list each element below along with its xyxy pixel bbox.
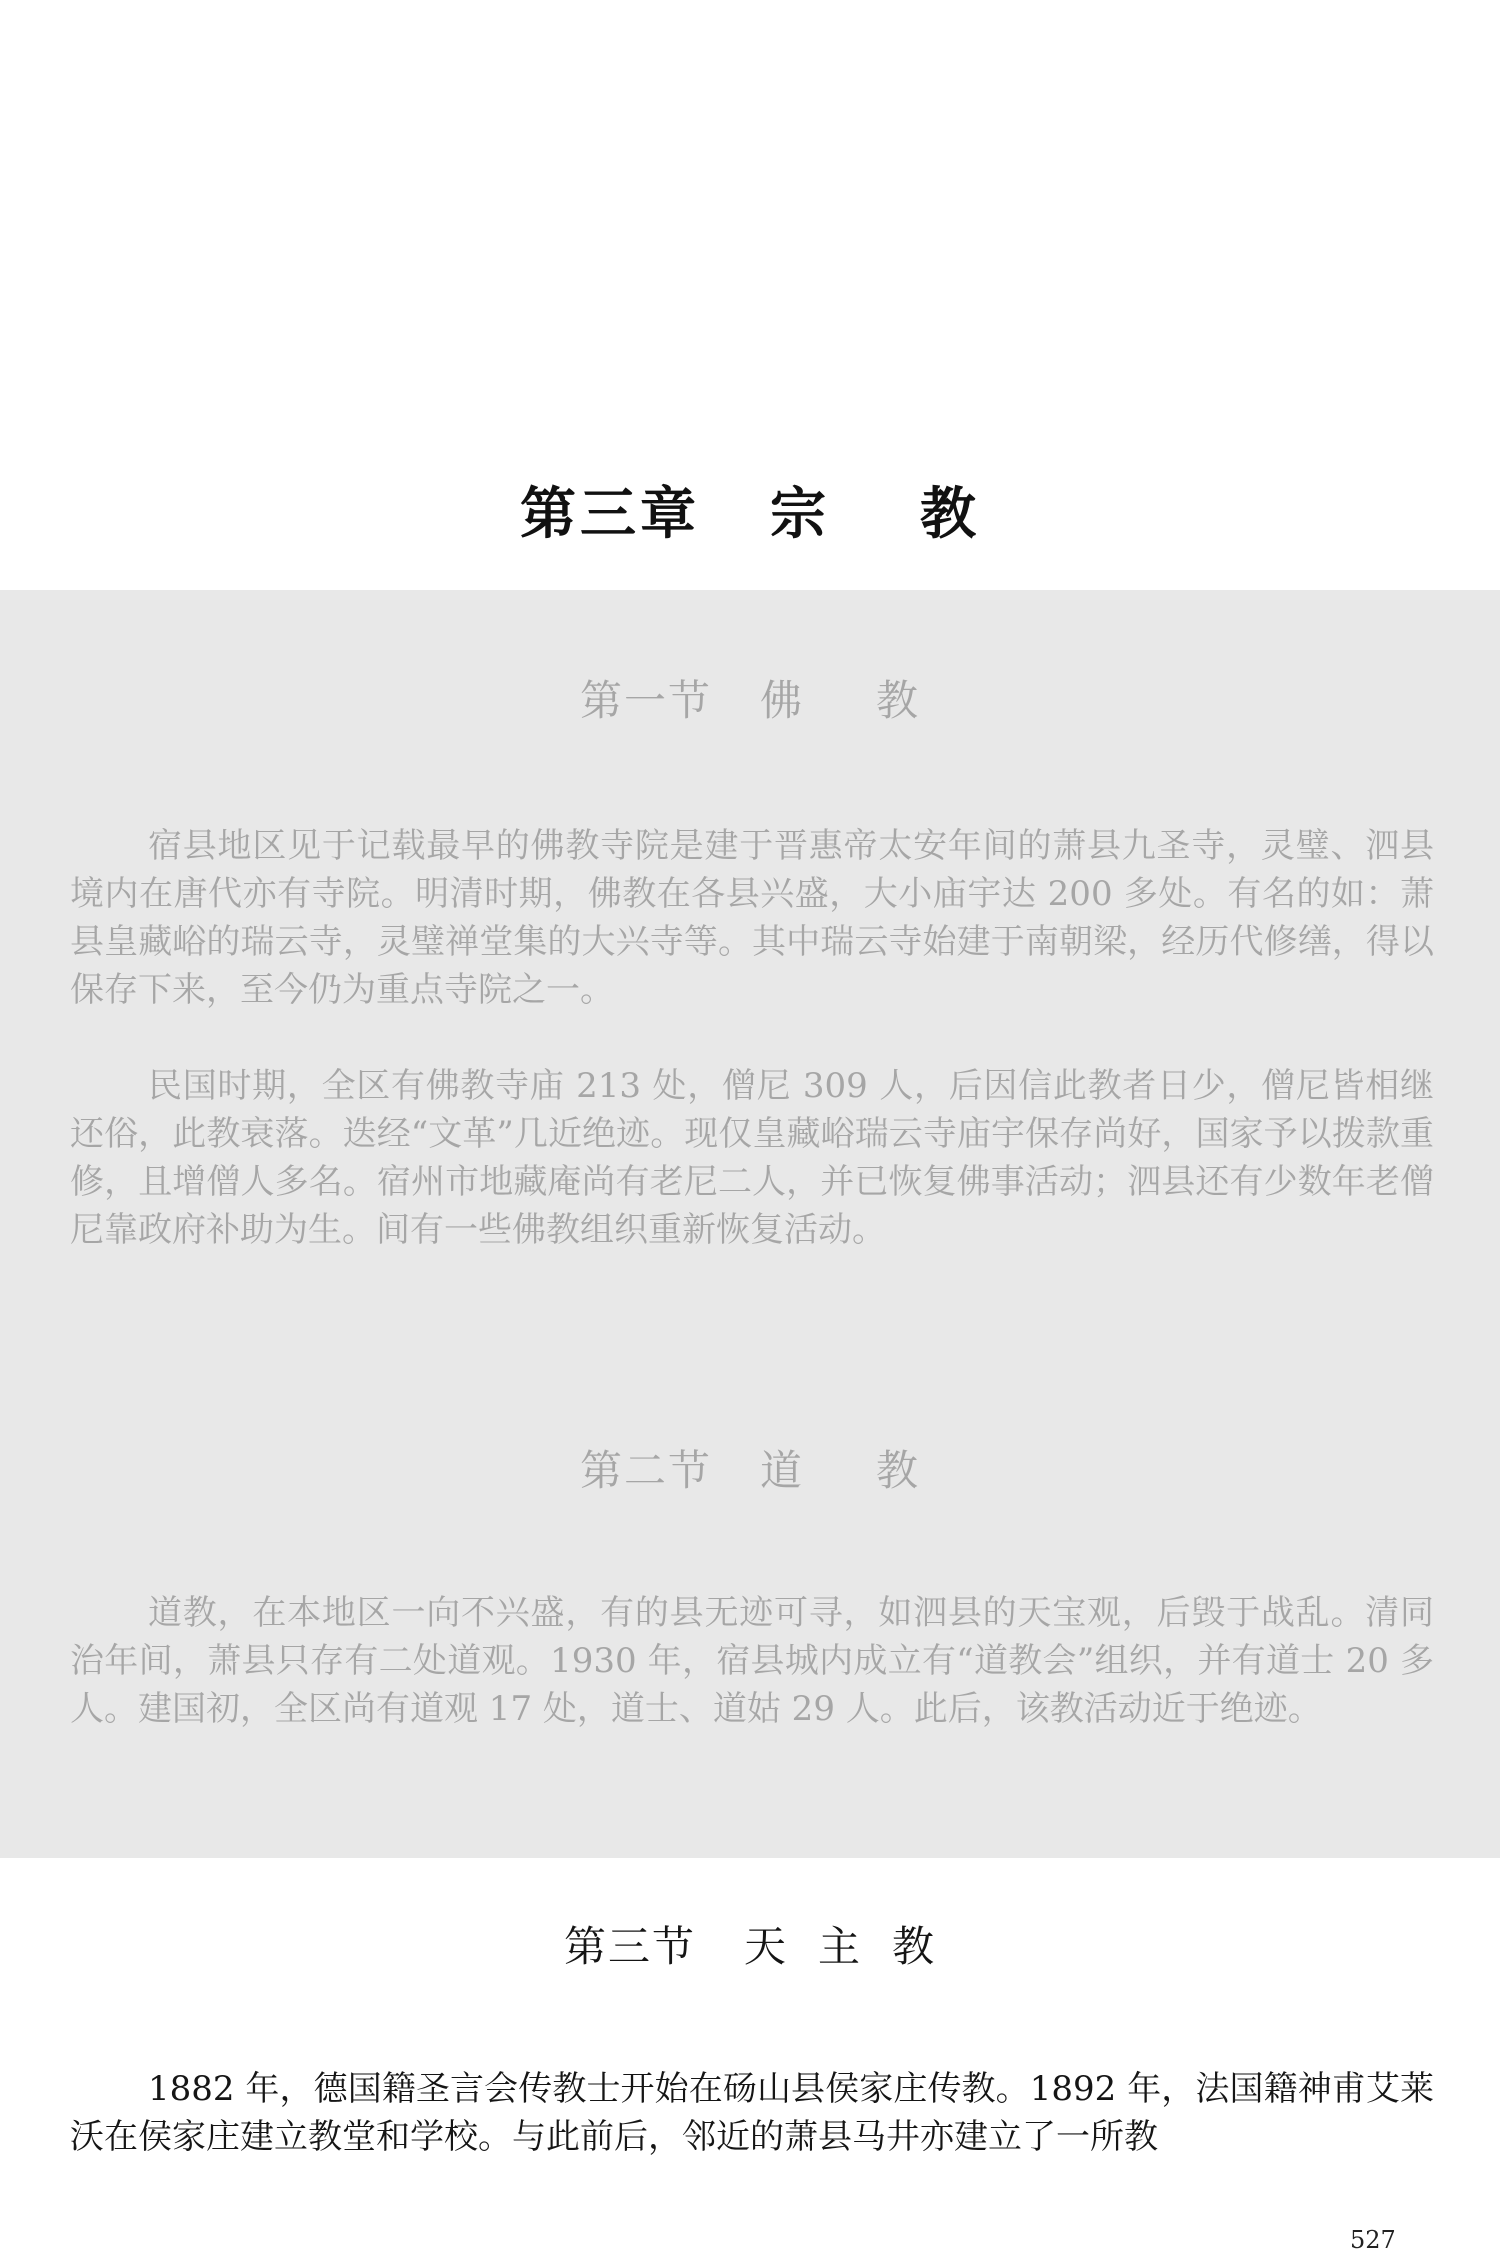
paragraph-buddhism-1: 宿县地区见于记载最早的佛教寺院是建于晋惠帝太安年间的萧县九圣寺，灵璧、泗县境内在唐代亦有寺院。明清时期，佛教在各县兴盛，大小庙宇达 200 多处。有名的如：萧县皇藏峪的瑞云寺，灵璧禅堂集的大兴寺等。其中瑞云寺始建于南朝梁，经历代修缮，得以保存下来，至今仍为重点寺院之一。	[70, 826, 1434, 1010]
paragraph-taoism-1: 道教，在本地区一向不兴盛，有的县无迹可寻，如泗县的天宝观，后毁于战乱。清同治年间，萧县只存有二处道观。1930 年，宿县城内成立有“道教会”组织，并有道士 20 多人。建国初，全区尚有道观 17 处，道士、道姑 29 人。此后，该教活动近于绝迹。	[70, 1593, 1434, 1729]
page-number: 527	[1350, 2226, 1396, 2254]
paragraph-catholicism-1: 1882 年，德国籍圣言会传教士开始在砀山县侯家庄传教。1892 年，法国籍神甫艾莱沃在侯家庄建立教堂和学校。与此前后，邻近的萧县马井亦建立了一所教	[70, 2069, 1434, 2157]
paragraph-buddhism-2: 民国时期，全区有佛教寺庙 213 处，僧尼 309 人，后因信此教者日少，僧尼皆相继还俗，此教衰落。迭经“文革”几近绝迹。现仅皇藏峪瑞云寺庙宇保存尚好，国家予以拨款重修，且增僧人多名。宿州市地藏庵尚有老尼二人，并已恢复佛事活动；泗县还有少数年老僧尼靠政府补助为生。间有一些佛教组织重新恢复活动。	[70, 1066, 1434, 1250]
chapter-title-char-2: 教	[920, 482, 980, 547]
chapter-title	[0, 470, 1500, 550]
section-title-buddhism: 第一节 佛 教	[579, 676, 921, 725]
chapter-label: 第三章	[520, 482, 700, 547]
section-title-catholicism: 第三节 天 主 教	[563, 1922, 937, 1971]
section-title-taoism: 第二节 道 教	[579, 1446, 921, 1495]
chapter-title-char-1: 宗	[770, 482, 830, 547]
